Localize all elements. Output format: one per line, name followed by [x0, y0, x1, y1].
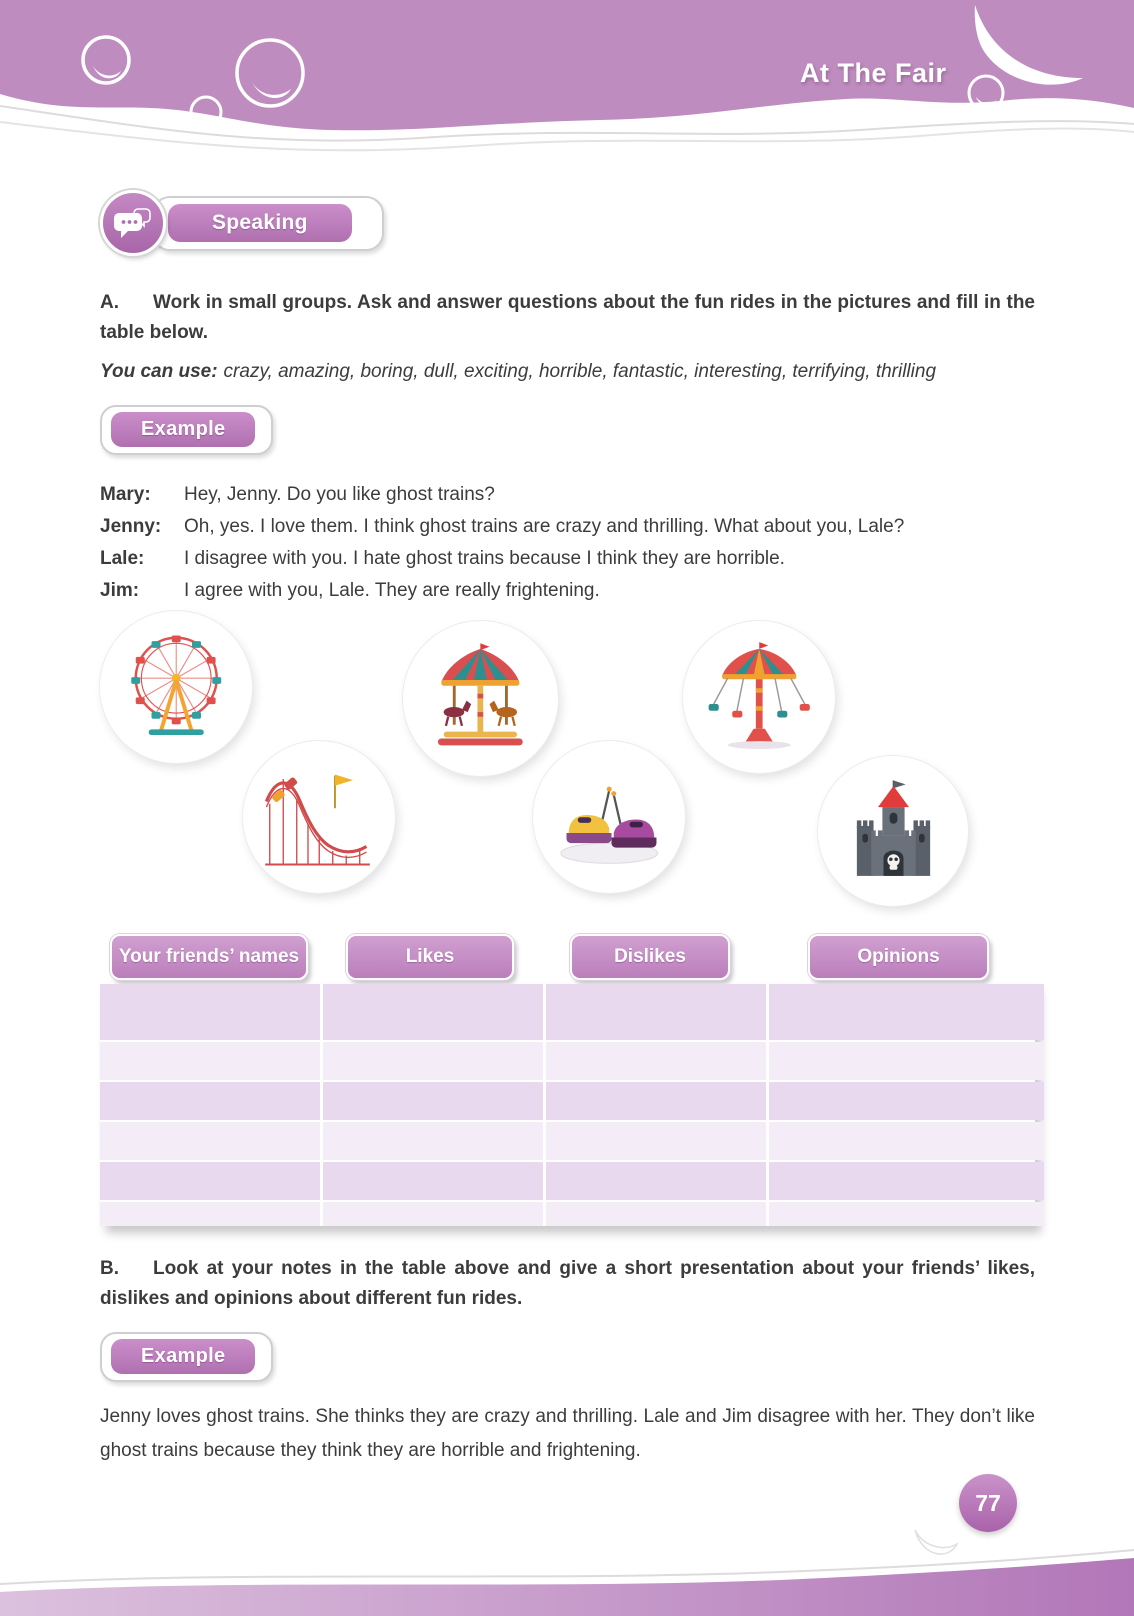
presentation-example-text: Jenny loves ghost trains. She thinks they are crazy and thrilling. Lale and Jim disagree with her. They don’t like ghost trains because they think they are horrible and frightening. [100, 1406, 1035, 1461]
table-header-opinions: Opinions [808, 934, 989, 980]
dialogue-line: Hey, Jenny. Do you like ghost trains? [184, 484, 495, 505]
table-cell [100, 1202, 320, 1226]
swing-ride-image [683, 621, 835, 773]
table-cell [323, 1042, 543, 1080]
table-cell [546, 1082, 766, 1120]
table-cell [323, 1162, 543, 1200]
table-cell [323, 1082, 543, 1120]
table-cell [769, 1082, 1044, 1120]
bumper-cars-image [533, 741, 685, 893]
table-row [100, 1202, 1035, 1226]
roller-coaster-image [243, 741, 395, 893]
table-header-likes: Likes [346, 934, 514, 980]
table-row [100, 1082, 1035, 1120]
table-cell [769, 1122, 1044, 1160]
example-badge-label: Example [111, 412, 255, 447]
table-cell [769, 1162, 1044, 1200]
example-badge [100, 405, 273, 455]
example-dialogue [100, 479, 1035, 607]
hint-label: You can use: [100, 361, 218, 382]
dialogue-speaker: Mary: [100, 484, 151, 505]
table-cell [769, 1202, 1044, 1226]
table-cell [323, 1202, 543, 1226]
dialogue-speaker: Jim: [100, 580, 140, 601]
table-cell [546, 984, 766, 1040]
table-cell [769, 1042, 1044, 1080]
dialogue-line: Oh, yes. I love them. I think ghost trains are crazy and thrilling. What about you, Lale? [184, 516, 905, 537]
content-column [0, 190, 1134, 1468]
section-b-instruction [100, 1254, 1035, 1314]
table-cell [769, 984, 1044, 1040]
table-cell [546, 1162, 766, 1200]
table-row [100, 1042, 1035, 1080]
example-badge [100, 1332, 273, 1382]
crescent-icon [915, 1530, 957, 1554]
section-b-label: B. [100, 1258, 119, 1279]
table-cell [546, 1042, 766, 1080]
header-wave-decoration [0, 0, 1134, 170]
table-header-row [100, 934, 1035, 980]
table-row [100, 984, 1035, 1040]
table-row [100, 1122, 1035, 1160]
dialogue-line: I agree with you, Lale. They are really frightening. [184, 580, 600, 601]
table-cell [100, 1122, 320, 1160]
speaking-badge-label: Speaking [168, 204, 352, 242]
carousel-image [403, 621, 558, 776]
table-header-dislikes: Dislikes [570, 934, 730, 980]
fun-rides-pictures [100, 611, 1035, 906]
section-a-text: Work in small groups. Ask and answer questions about the fun rides in the pictures and fill in the table below. [100, 292, 1035, 343]
table-row [100, 1162, 1035, 1200]
table-body [100, 984, 1035, 1226]
table-cell [323, 1122, 543, 1160]
table-cell [546, 1122, 766, 1160]
dialogue-speaker: Jenny: [100, 516, 162, 537]
speech-bubbles-icon [100, 190, 166, 256]
dialogue-speaker: Lale: [100, 548, 145, 569]
speaking-badge-frame [152, 196, 384, 251]
example-badge-label: Example [111, 1339, 255, 1374]
you-can-use-hint [100, 357, 1035, 387]
table-header-names: Your friends’ names [110, 934, 308, 980]
table-cell [100, 1162, 320, 1200]
section-a-label: A. [100, 292, 119, 313]
table-cell [100, 984, 320, 1040]
table-cell [546, 1202, 766, 1226]
page-number-badge: 77 [959, 1474, 1017, 1532]
speaking-section-badge [100, 190, 1035, 256]
table-cell [100, 1042, 320, 1080]
page-title: At The Fair [800, 58, 947, 88]
ferris-wheel-image [100, 611, 252, 763]
dialogue-line: I disagree with you. I hate ghost trains because I think they are horrible. [184, 548, 785, 569]
hint-words: crazy, amazing, boring, dull, exciting, horrible, fantastic, interesting, terrifying, thrilling [223, 361, 937, 382]
haunted-castle-image [818, 756, 968, 906]
section-b-text: Look at your notes in the table above and give a short presentation about your friends’ likes, dislikes and opinions about different fun rides. [100, 1258, 1035, 1309]
table-cell [323, 984, 543, 1040]
section-a-instruction [100, 288, 1035, 348]
friends-opinions-table [100, 934, 1035, 1226]
table-cell [100, 1082, 320, 1120]
